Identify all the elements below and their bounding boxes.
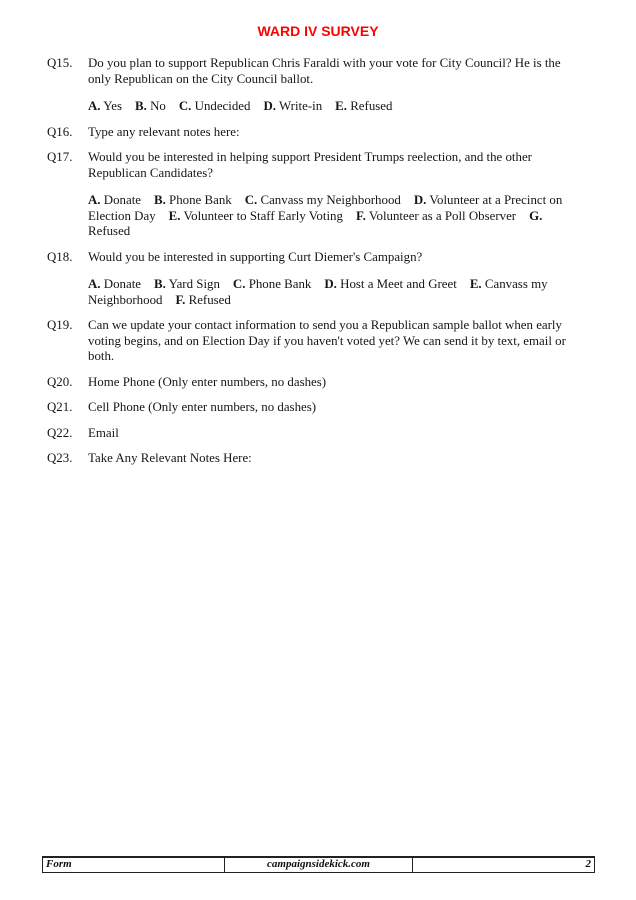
question-number: Q21. [47,400,73,414]
question-item [47,426,586,442]
question-number: Q18. [47,249,73,264]
question-item [47,318,586,365]
question-text: Type any relevant notes here: [88,124,240,139]
option-letter: E. [469,277,482,291]
page-title: WARD IV SURVEY [257,23,379,39]
answer-option: A. Yes [88,99,123,113]
question-number: Q23. [47,451,73,465]
answer-option: F. Volunteer as a Poll Observer [355,208,517,223]
question-body [88,150,586,240]
question-text: Would you be interested in helping support President Trumps reelection, and the other Republican Candidates? [88,150,532,180]
option-letter: A. [88,193,101,207]
option-letter: A. [88,277,101,291]
question-body [88,250,586,309]
option-letter: B. [135,99,147,113]
question-item [47,125,586,141]
answer-option: B. No [135,99,166,113]
question-body [88,400,586,416]
answer-option: D. Volunteer at a Precinct on Election Day [88,193,563,223]
question-number: Q22. [47,425,73,440]
footer-website: campaignsidekick.com [225,857,413,872]
option-letter: D. [324,277,337,291]
question-body [88,451,586,467]
option-letter: B. [154,193,166,207]
footer-row [43,857,595,872]
option-letter: D. [413,193,427,207]
option-letter: E. [168,208,181,223]
footer-page-number: 2 [412,857,594,872]
option-letter: F. [175,292,186,307]
answer-option: E. Canvass my Neighborhood [88,277,548,307]
answer-option: E. Refused [335,99,393,113]
option-letter: C. [244,193,258,207]
question-item [47,150,586,240]
option-letter: A. [88,99,101,113]
question-number: Q20. [47,374,73,389]
question-body [88,318,586,365]
question-item [47,375,586,391]
question-text: Home Phone (Only enter numbers, no dashes) [88,374,327,389]
questions-list [47,56,586,467]
question-number: Q19. [47,318,73,332]
question-text: Can we update your contact information to send you a Republican sample ballot when early voting begins, and on Election Day if you haven't voted yet? We can send it by text, email or both. [88,318,566,363]
question-item [47,400,586,416]
answer-option: C. Canvass my Neighborhood [244,193,401,207]
question-body [88,56,586,115]
option-letter: C. [178,99,192,113]
question-text: Would you be interested in supporting Curt Diemer's Campaign? [88,249,423,264]
option-letter: F. [355,208,366,223]
answer-option: A. Donate [88,277,141,291]
answer-option: C. Phone Bank [232,277,312,291]
question-item [47,250,586,309]
answer-option: B. Yard Sign [154,277,220,291]
question-number: Q16. [47,124,73,139]
option-letter: G. [529,208,543,223]
question-item [47,56,586,115]
answer-option: C. Undecided [178,99,251,113]
answer-option: G. Refused [88,208,543,238]
question-options [88,277,586,308]
question-body [88,125,586,141]
option-letter: D. [263,99,277,113]
answer-option: B. Phone Bank [154,193,232,207]
question-options [88,99,586,115]
option-letter: E. [335,99,347,113]
question-body [88,426,586,442]
question-number: Q15. [47,56,73,70]
option-letter: B. [154,277,166,291]
option-letter: C. [232,277,246,291]
answer-option: F. Refused [175,292,231,307]
answer-option: D. Host a Meet and Greet [324,277,457,291]
question-text: Email [88,425,119,440]
footer-table [42,856,595,873]
question-number: Q17. [47,150,73,164]
answer-option: E. Volunteer to Staff Early Voting [168,208,343,223]
footer-form-label: Form [43,857,225,872]
answer-option: D. Write-in [263,99,323,113]
question-item [47,451,586,467]
question-body [88,375,586,391]
answer-option: A. Donate [88,193,141,207]
question-text: Take Any Relevant Notes Here: [88,451,252,465]
question-text: Do you plan to support Republican Chris Faraldi with your vote for City Council? He is the only Republican on the City Council ballot. [88,56,561,86]
question-text: Cell Phone (Only enter numbers, no dashes) [88,400,317,414]
question-options [88,193,586,240]
